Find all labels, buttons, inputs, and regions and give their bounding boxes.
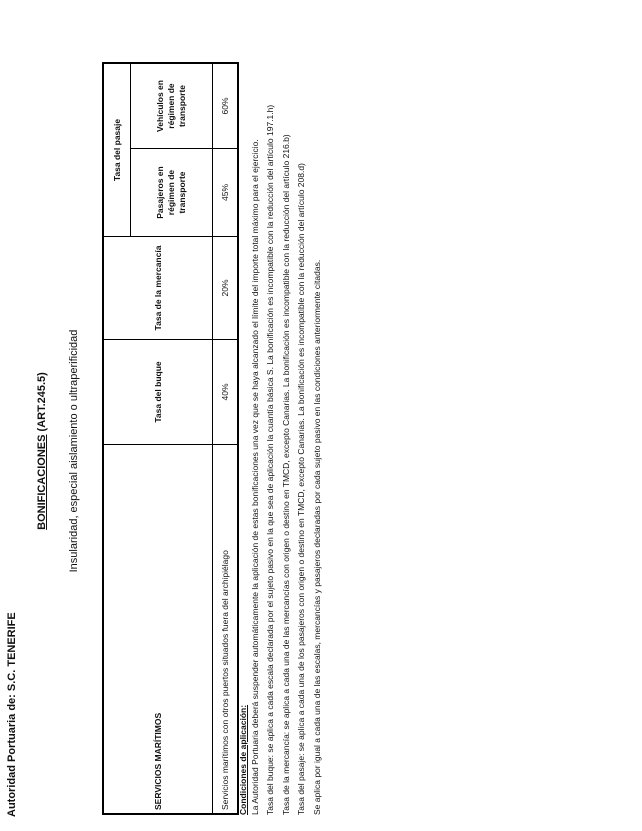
authority-heading: Autoridad Portuaria de: S.C. TENERIFE	[6, 612, 18, 817]
header-pasajeros: Pasajeros en régimen de transporte	[131, 149, 213, 237]
condition-item: Tasa del buque: se aplica a cada escala declarada por el sujeto pasivo en la que sea de aplicación la cuantía básica S. La bonificación es incompatible con la reducción del artículo 197.1.h)	[265, 104, 276, 815]
value-buque: 40%	[213, 340, 239, 445]
value-pasajeros: 45%	[213, 149, 239, 237]
condition-item: Tasa del pasaje: se aplica a cada una de los pasajeros con origen o destino en TMCD, excepto Canarias. La bonificación es incompatible con la reducción del artículo 208.d)	[296, 163, 307, 815]
condition-item: Se aplica por igual a cada una de las escalas, mercancías y pasajeros declaradas por cada sujeto pasivo en las condiciones anteriormente citadas.	[311, 259, 322, 815]
condition-item: La Autoridad Portuaria deberá suspender automáticamente la aplicación de estas bonificaciones una vez que se haya alcanzado el límite del importe total máximo para el ejercicio.	[249, 139, 260, 815]
header-tasa-buque: Tasa del buque	[103, 340, 213, 445]
table-row	[213, 63, 239, 814]
header-tasa-pasaje: Tasa del pasaje	[103, 63, 131, 237]
bonificaciones-table	[102, 62, 239, 815]
conditions-section	[238, 15, 328, 815]
value-vehiculos: 60%	[213, 63, 239, 149]
title-article: (ART.245.5)	[36, 372, 48, 435]
conditions-title: Condiciones de aplicación:	[238, 704, 248, 815]
page-subtitle: Insularidad, especial aislamiento o ultraperificidad	[68, 329, 80, 573]
header-vehiculos: Vehículos en régimen de transporte	[131, 63, 213, 149]
value-mercancia: 20%	[213, 237, 239, 340]
header-row-top	[103, 63, 131, 814]
header-tasa-mercancia: Tasa de la mercancía	[103, 237, 213, 340]
header-servicios: SERVICIOS MARÍTIMOS	[103, 445, 213, 815]
page-title	[36, 71, 48, 831]
title-underlined: BONIFICACIONES	[36, 434, 48, 530]
row-label: Servicios marítimos con otros puertos situados fuera del archipiélago	[213, 445, 239, 815]
condition-item: Tasa de la mercancía: se aplica a cada una de las mercancías con origen o destino en TMCD, excepto Canarias. La bonificación es incompatible con la reducción del artículo 216.b)	[280, 134, 291, 815]
